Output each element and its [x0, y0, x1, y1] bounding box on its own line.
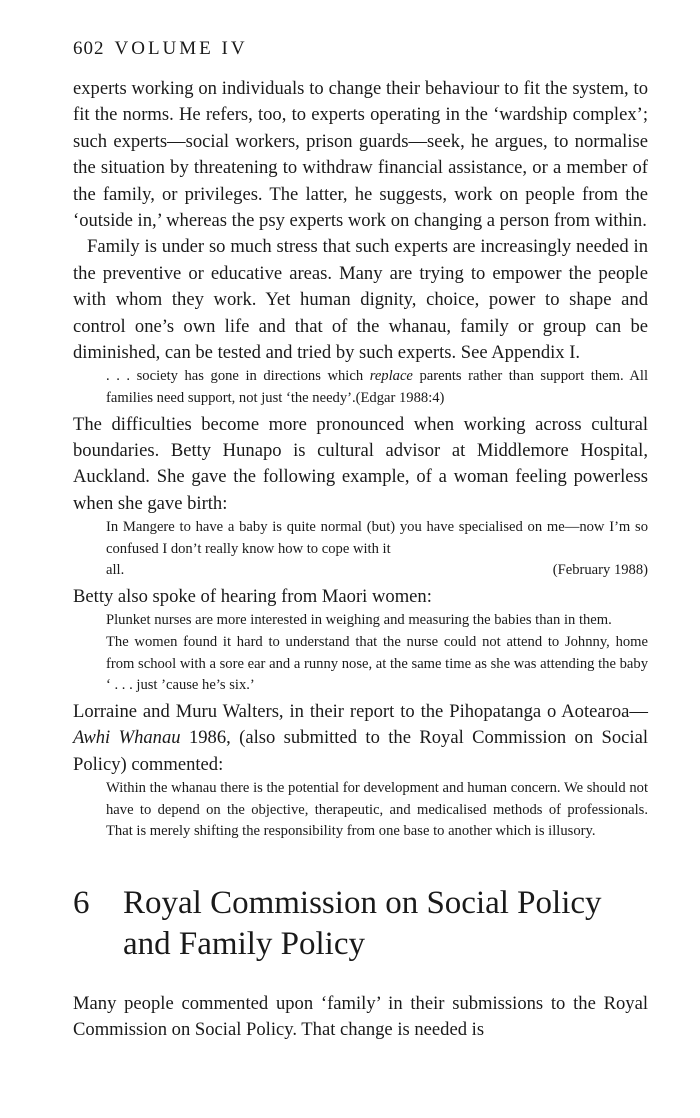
page-number: 602 — [73, 38, 105, 59]
quote-walters-text: Within the whanau there is the potential for development and human concern. We should not have to depend on the objective, therapeutic, and medicalised methods of professionals. That is merely shifting the responsibility from one base to another which is illusory. — [106, 780, 648, 840]
quote-hunapo — [106, 517, 648, 582]
quote-citation: (February 1988) — [552, 562, 648, 579]
quote-edgar-text: . . . society has gone in directions which replace parents rather than support them. All families need support, not just ‘the needy’.(Edgar 1988:4) — [106, 368, 648, 407]
quote-edgar — [106, 366, 648, 409]
quote-maori-women — [106, 610, 648, 696]
running-head — [73, 38, 648, 60]
volume-label: VOLUME IV — [114, 38, 248, 59]
section-number: 6 — [73, 884, 90, 921]
quote-hunapo-citation-line: all. (February 1988) — [106, 560, 648, 582]
paragraph-3: The difficulties become more pronounced when working across cultural boundaries. Betty Hunapo is cultural advisor at Middlemore Hospital, Auckland. She gave the following example, of a woman feeling powerless when she gave birth: — [73, 413, 648, 514]
paragraph-1: experts working on individuals to change their behaviour to fit the system, to fit the norms. He refers, too, to experts operating in the ‘wardship complex’; such experts—social workers, prison guards—seek, he argues, to normalise the situation by threatening to withdraw financial assistance, or a member of the family, or privileges. The latter, he suggests, work on people from the ‘outside in,’ whereas the psy experts work on changing a person from within. — [73, 78, 648, 232]
quote-plunket: Plunket nurses are more interested in weighing and measuring the babies than in them. — [106, 612, 612, 629]
paragraph-4: Betty also spoke of hearing from Maori women: — [73, 586, 432, 608]
emphasis-replace: replace — [369, 368, 413, 385]
section-title: Royal Commission on Social Policy and Family Policy — [123, 884, 602, 962]
paragraph-6: Many people commented upon ‘family’ in their submissions to the Royal Commission on Social Policy. That change is needed is — [73, 992, 648, 1041]
title-awhi-whanau: Awhi Whanau — [73, 727, 181, 749]
section-heading — [73, 883, 648, 965]
paragraph-5: Lorraine and Muru Walters, in their report to the Pihopatanga o Aotearoa—Awhi Whanau 1986, (also submitted to the Royal Commission on Social Policy) commented: — [73, 700, 648, 775]
quote-walters — [106, 778, 648, 843]
quote-hunapo-text: In Mangere to have a baby is quite normal (but) you have specialised on me—now I’m so confused I don’t really know how to cope with it — [106, 519, 648, 557]
quote-johnny: The women found it hard to understand that the nurse could not attend to Johnny, home from school with a sore ear and a runny nose, at the same time as she was attending the baby ‘ . . . just ’cause he’s six.’ — [106, 634, 648, 694]
paragraph-2: Family is under so much stress that such experts are increasingly needed in the preventive or educative areas. Many are trying to empower the people with whom they work. Yet human dignity, choice, power to shape and control one’s own life and that of the whanau, family or group can be diminished, can be tested and tried by such experts. See Appendix I. — [73, 236, 648, 364]
